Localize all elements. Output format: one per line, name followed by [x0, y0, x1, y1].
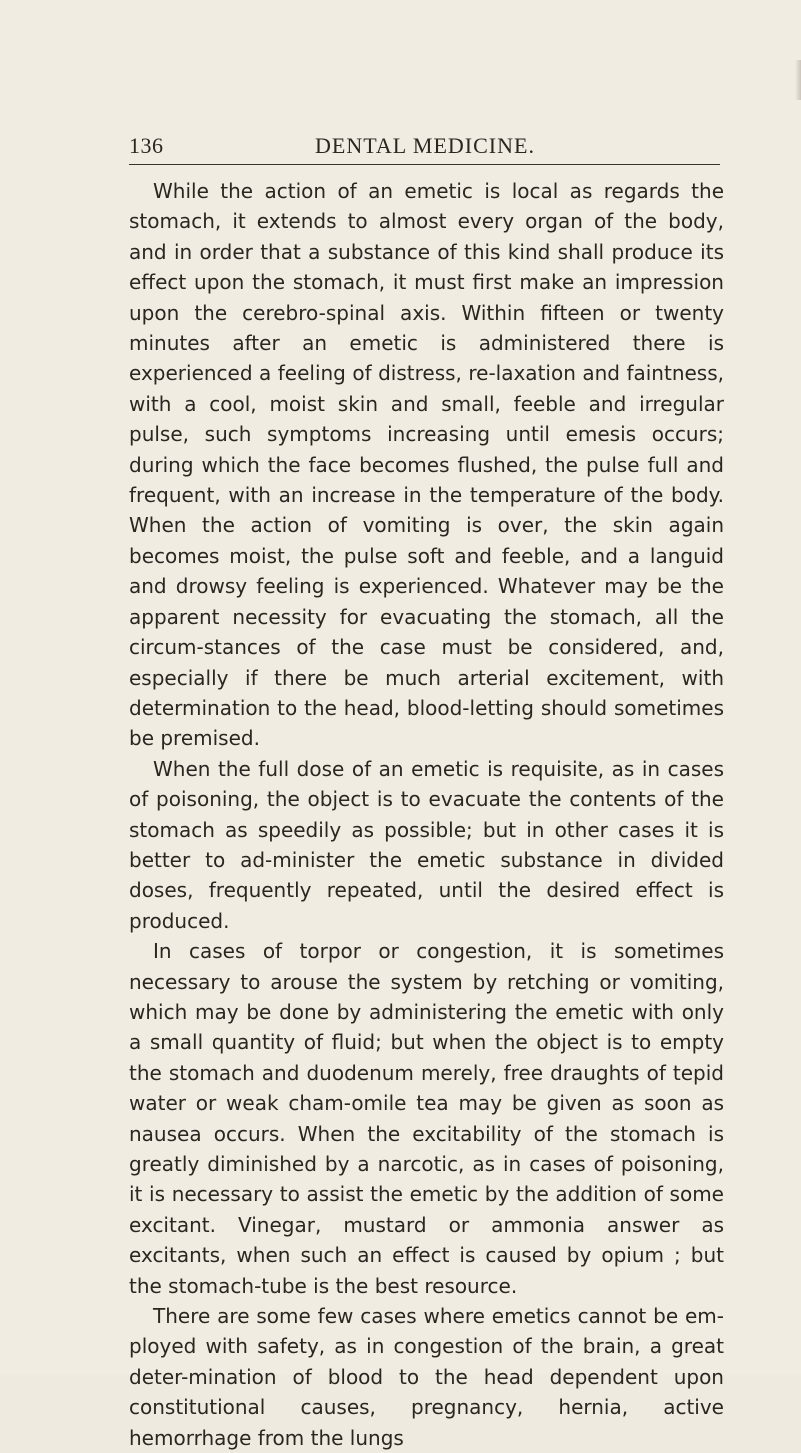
running-title: DENTAL MEDICINE.: [315, 133, 535, 158]
paragraph: There are some few cases where emetics cannot be em-ployed with safety, as in congestion of the brain, a great deter-mination of blood to the head dependent upon constitutional causes, pregnancy, hernia, active hemorrhage from the lungs: [129, 1304, 724, 1450]
paragraph: In cases of torpor or congestion, it is sometimes necessary to arouse the system by retching or vomiting, which may be done by administering the emetic with only a small quantity of fluid; but when the object is to empty the stomach and duodenum merely, free draughts of tepid water or weak cham-omile tea may be given as soon as nausea occurs. When the excitability of the stomach is greatly diminished by a narcotic, as in cases of poisoning, it is necessary to assist the emetic by the addition of some excitant. Vinegar, mustard or ammonia answer as excitants, when such an effect is caused by opium ; but the stomach-tube is the best resource.: [129, 939, 724, 1298]
paragraph: While the action of an emetic is local as regards the stomach, it extends to almost every organ of the body, and in order that a substance of this kind shall produce its effect upon the stomach, it must first make an impression upon the cerebro-spinal axis. Within fifteen or twenty minutes after an emetic is administered there is experienced a feeling of distress, re-laxation and faintness, with a cool, moist skin and small, feeble and irregular pulse, such symptoms increasing until emesis occurs; during which the face becomes flushed, the pulse full and frequent, with an increase in the temperature of the body. When the action of vomiting is over, the skin again becomes moist, the pulse soft and feeble, and a languid and drowsy feeling is experienced. Whatever may be the apparent necessity for evacuating the stomach, all the circum-stances of the case must be considered, and, especially if there be much arterial excitement, with determination to the head, blood-letting should sometimes be premised.: [129, 179, 724, 751]
body-text: [129, 176, 724, 1453]
page-header: [129, 130, 720, 165]
page-number: 136: [129, 133, 164, 158]
paragraph: When the full dose of an emetic is requisite, as in cases of poisoning, the object is to evacuate the contents of the stomach as speedily as possible; but in other cases it is better to ad-minister the emetic substance in divided doses, frequently repeated, until the desired effect is produced.: [129, 756, 724, 933]
page-edge-shadow: [795, 60, 801, 100]
